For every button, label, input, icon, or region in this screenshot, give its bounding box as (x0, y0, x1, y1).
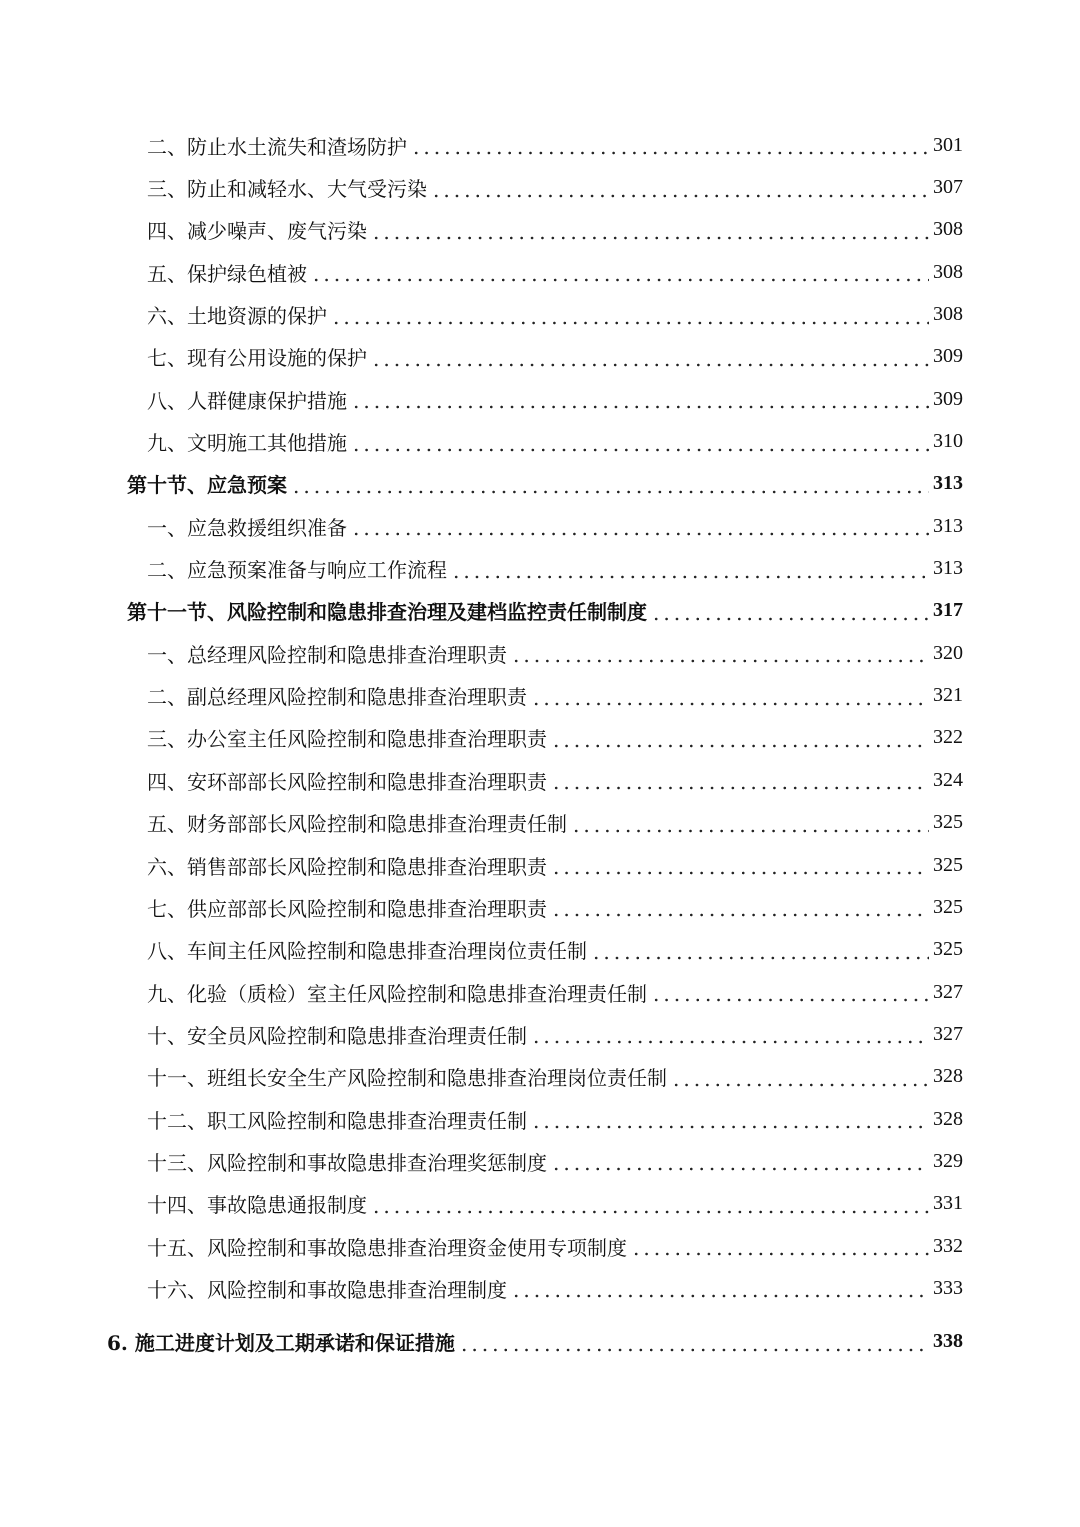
toc-entry-page: 322 (933, 726, 963, 749)
toc-entry[interactable] (0, 1140, 1080, 1182)
toc-entry[interactable] (0, 209, 1080, 251)
toc-entry-page: 308 (933, 303, 963, 326)
toc-entry[interactable] (0, 886, 1080, 928)
toc-entry[interactable] (0, 1056, 1080, 1098)
dot-leader (411, 135, 929, 155)
toc-entry-page: 308 (933, 260, 963, 283)
toc-entry[interactable] (0, 547, 1080, 589)
dot-leader (531, 686, 929, 706)
toc-entry-page: 308 (933, 218, 963, 241)
toc-entry-title: 十四、事故隐患通报制度 (147, 1193, 367, 1218)
toc-entry-title: 一、总经理风险控制和隐患排查治理职责 (147, 642, 507, 667)
toc-entry[interactable] (0, 166, 1080, 208)
toc-entry-title: 九、文明施工其他措施 (147, 431, 347, 456)
toc-entry-title: 十五、风险控制和事故隐患排查治理资金使用专项制度 (147, 1235, 627, 1260)
toc-entry-title: 八、车间主任风险控制和隐患排查治理岗位责任制 (147, 939, 587, 964)
dot-leader (551, 855, 929, 875)
toc-entry[interactable] (0, 1013, 1080, 1055)
dot-leader (431, 178, 929, 198)
toc-entry-page: 320 (933, 641, 963, 664)
toc-entry[interactable] (0, 802, 1080, 844)
toc-entry-page: 328 (933, 1065, 963, 1088)
toc-entry-title: 十六、风险控制和事故隐患排查治理制度 (147, 1277, 507, 1302)
toc-entry-title: 十一、班组长安全生产风险控制和隐患排查治理岗位责任制 (147, 1066, 667, 1091)
toc-entry[interactable] (0, 1183, 1080, 1225)
toc-entry[interactable] (0, 463, 1080, 505)
toc-entry-page: 309 (933, 387, 963, 410)
toc-entry[interactable] (0, 251, 1080, 293)
toc-entry[interactable] (0, 505, 1080, 547)
toc-entry-page: 324 (933, 768, 963, 791)
toc-entry[interactable] (0, 929, 1080, 971)
toc-entry-title: 十三、风险控制和事故隐患排查治理奖惩制度 (147, 1150, 547, 1175)
dot-leader (371, 347, 929, 367)
toc-entry-page: 333 (933, 1276, 963, 1299)
dot-leader (531, 1109, 929, 1129)
toc-entry-title: 七、供应部部长风险控制和隐患排查治理职责 (147, 896, 547, 921)
toc-entry-page: 307 (933, 176, 963, 199)
dot-leader (551, 897, 929, 917)
dot-leader (651, 982, 929, 1002)
dot-leader (531, 1024, 929, 1044)
toc-entry-title: 九、化验（质检）室主任风险控制和隐患排查治理责任制 (147, 981, 647, 1006)
toc-entry[interactable] (0, 378, 1080, 420)
toc-entry-title: 三、防止和减轻水、大气受污染 (147, 177, 427, 202)
toc-entry-title: 六、土地资源的保护 (147, 304, 327, 329)
dot-leader (591, 940, 929, 960)
toc-entry[interactable] (0, 336, 1080, 378)
toc-entry[interactable] (0, 1321, 1080, 1363)
toc-entry-page: 325 (933, 853, 963, 876)
toc-entry-title: 二、副总经理风险控制和隐患排查治理职责 (147, 685, 527, 710)
toc-entry-title: 一、应急救援组织准备 (147, 515, 347, 540)
toc-entry-page: 301 (933, 133, 963, 156)
dot-leader (511, 643, 929, 663)
dot-leader (571, 813, 929, 833)
dot-leader (451, 559, 929, 579)
toc-entry[interactable] (0, 293, 1080, 335)
toc-entry-page: 331 (933, 1192, 963, 1215)
dot-leader (371, 1194, 929, 1214)
toc-entry-title: 十、安全员风险控制和隐患排查治理责任制 (147, 1023, 527, 1048)
toc-entry-page: 325 (933, 938, 963, 961)
toc-entry[interactable] (0, 844, 1080, 886)
toc-entry-title: 五、保护绿色植被 (147, 261, 307, 286)
toc-entry-page: 328 (933, 1107, 963, 1130)
dot-leader (551, 770, 929, 790)
toc-entry-page: 309 (933, 345, 963, 368)
toc-entry-title: 第十节、应急预案 (127, 473, 287, 498)
toc-entry[interactable] (0, 971, 1080, 1013)
toc-entry-title: 第十一节、风险控制和隐患排查治理及建档监控责任制制度 (127, 600, 647, 625)
toc-entry-page: 321 (933, 684, 963, 707)
toc-entry-title: 二、应急预案准备与响应工作流程 (147, 558, 447, 583)
toc-entry-page: 310 (933, 430, 963, 453)
toc-entry[interactable] (0, 1098, 1080, 1140)
toc-entry-page: 313 (933, 557, 963, 580)
toc-entry-title: 八、人群健康保护措施 (147, 388, 347, 413)
toc-entry-page: 338 (933, 1330, 963, 1353)
dot-leader (331, 305, 929, 325)
toc-entry[interactable] (0, 717, 1080, 759)
dot-leader (459, 1332, 929, 1352)
toc-entry[interactable] (0, 759, 1080, 801)
dot-leader (551, 728, 929, 748)
dot-leader (551, 1151, 929, 1171)
toc-entry-title: 七、现有公用设施的保护 (147, 346, 367, 371)
dot-leader (351, 389, 929, 409)
dot-leader (631, 1236, 929, 1256)
toc-entry-page: 327 (933, 1022, 963, 1045)
toc-entry-page: 317 (933, 599, 963, 622)
toc-entry-page: 325 (933, 811, 963, 834)
toc-entry-page: 332 (933, 1234, 963, 1257)
dot-leader (351, 432, 929, 452)
toc-entry-title: 三、办公室主任风险控制和隐患排查治理职责 (147, 727, 547, 752)
toc-entry[interactable] (0, 1225, 1080, 1267)
toc-entry-title: 四、减少噪声、废气污染 (147, 219, 367, 244)
toc-entry-title: 四、安环部部长风险控制和隐患排查治理职责 (147, 769, 547, 794)
toc-entry-page: 313 (933, 472, 963, 495)
toc-entry[interactable] (0, 632, 1080, 674)
toc-entry-page: 327 (933, 980, 963, 1003)
toc-entry-title: 6. 施工进度计划及工期承诺和保证措施 (107, 1331, 455, 1356)
toc-entry[interactable] (0, 420, 1080, 462)
dot-leader (351, 516, 929, 536)
toc-entry[interactable] (0, 590, 1080, 632)
toc-entry-page: 325 (933, 895, 963, 918)
toc-entry-page: 329 (933, 1149, 963, 1172)
dot-leader (291, 474, 929, 494)
dot-leader (311, 262, 929, 282)
toc-entry-page: 313 (933, 514, 963, 537)
toc-entry[interactable] (0, 1267, 1080, 1309)
toc-entry-title: 二、防止水土流失和渣场防护 (147, 134, 407, 159)
toc-entry[interactable] (0, 124, 1080, 166)
dot-leader (671, 1067, 929, 1087)
table-of-contents (0, 124, 1080, 1363)
toc-entry-title: 十二、职工风险控制和隐患排查治理责任制 (147, 1108, 527, 1133)
toc-entry-title: 五、财务部部长风险控制和隐患排查治理责任制 (147, 812, 567, 837)
toc-entry-title: 六、销售部部长风险控制和隐患排查治理职责 (147, 854, 547, 879)
toc-entry[interactable] (0, 674, 1080, 716)
dot-leader (511, 1278, 929, 1298)
dot-leader (651, 601, 929, 621)
dot-leader (371, 220, 929, 240)
